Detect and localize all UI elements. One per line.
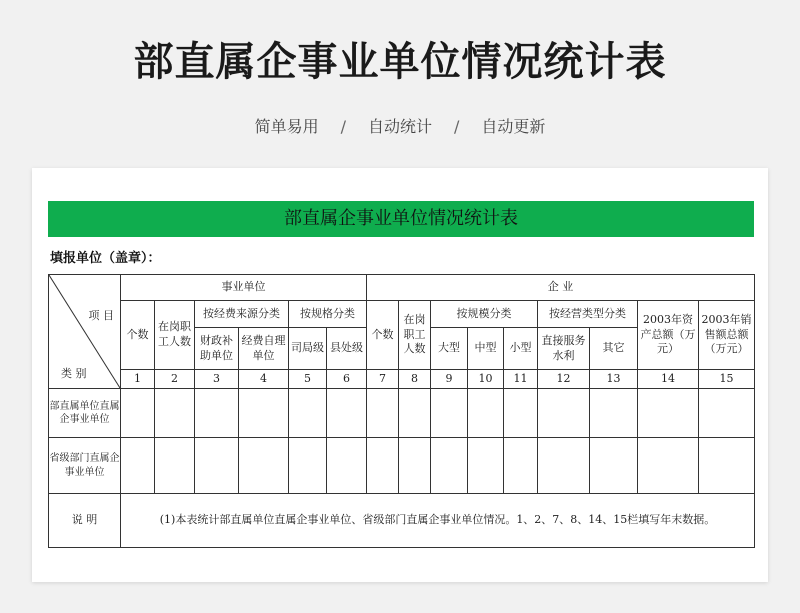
col-number-cell: 4 — [239, 370, 289, 389]
col-number-cell: 7 — [367, 370, 399, 389]
table-row — [49, 389, 755, 438]
table-cell[interactable] — [239, 438, 289, 494]
spreadsheet-preview — [32, 168, 768, 582]
tag-separator: / — [340, 117, 346, 136]
note-label: 说 明 — [49, 494, 121, 548]
col-number-cell: 14 — [638, 370, 699, 389]
group-enterprise: 企 业 — [367, 275, 755, 301]
col-fund-fiscal: 财政补助单位 — [195, 328, 239, 370]
table-cell[interactable] — [399, 438, 431, 494]
col-grade-county: 县处级 — [327, 328, 367, 370]
table-cell[interactable] — [195, 438, 239, 494]
table-cell[interactable] — [699, 438, 755, 494]
col-staff-shiye: 在岗职工人数 — [155, 301, 195, 370]
col-scale-medium: 中型 — [468, 328, 504, 370]
table-cell[interactable] — [504, 438, 538, 494]
table-cell[interactable] — [239, 389, 289, 438]
row-label-ministry-units: 部直属单位直属企事业单位 — [49, 389, 121, 438]
tag-auto-update: 自动更新 — [481, 117, 546, 136]
col-number-cell: 10 — [468, 370, 504, 389]
table-cell[interactable] — [468, 389, 504, 438]
corner-category-label: 类 别 — [61, 367, 87, 381]
fill-unit-label: 填报单位（盖章）： — [50, 251, 161, 266]
row-label-provincial-units: 省级部门直属企事业单位 — [49, 438, 121, 494]
table-cell[interactable] — [367, 438, 399, 494]
col-assets: 2003年资产总额（万元） — [638, 301, 699, 370]
page-title: 部直属企事业单位情况统计表 — [133, 39, 667, 85]
table-cell[interactable] — [699, 389, 755, 438]
table-cell[interactable] — [155, 438, 195, 494]
group-public-institution: 事业单位 — [121, 275, 367, 301]
col-count-shiye: 个数 — [121, 301, 155, 370]
corner-item-label: 项 目 — [88, 309, 114, 322]
col-number-cell: 2 — [155, 370, 195, 389]
col-number-cell: 9 — [431, 370, 468, 389]
feature-tags — [0, 114, 800, 137]
table-cell[interactable] — [538, 389, 590, 438]
table-cell[interactable] — [468, 438, 504, 494]
col-fund-group: 按经费来源分类 — [195, 301, 289, 328]
table-cell[interactable] — [327, 389, 367, 438]
corner-header-cell — [49, 275, 121, 389]
statistics-table — [48, 274, 755, 548]
table-row — [49, 438, 755, 494]
col-number-cell: 11 — [504, 370, 538, 389]
tag-easy: 简单易用 — [254, 117, 319, 136]
col-scale-small: 小型 — [504, 328, 538, 370]
table-cell[interactable] — [327, 438, 367, 494]
col-fund-self: 经费自理单位 — [239, 328, 289, 370]
table-cell[interactable] — [121, 389, 155, 438]
col-number-cell: 6 — [327, 370, 367, 389]
col-biz-other: 其它 — [590, 328, 638, 370]
col-scale-group: 按规模分类 — [431, 301, 538, 328]
col-number-cell: 13 — [590, 370, 638, 389]
table-cell[interactable] — [638, 389, 699, 438]
col-staff-qiye: 在岗职工人数 — [399, 301, 431, 370]
col-number-cell: 3 — [195, 370, 239, 389]
col-number-cell: 12 — [538, 370, 590, 389]
table-cell[interactable] — [195, 389, 239, 438]
tag-auto-stat: 自动统计 — [367, 117, 432, 136]
col-biz-direct: 直接服务水利 — [538, 328, 590, 370]
col-number-cell: 8 — [399, 370, 431, 389]
table-cell[interactable] — [590, 438, 638, 494]
note-row — [49, 494, 755, 548]
table-cell[interactable] — [538, 438, 590, 494]
table-cell[interactable] — [638, 438, 699, 494]
column-number-row — [49, 370, 755, 389]
table-cell[interactable] — [399, 389, 431, 438]
col-number-cell: 5 — [289, 370, 327, 389]
table-cell[interactable] — [155, 389, 195, 438]
col-count-qiye: 个数 — [367, 301, 399, 370]
col-grade-group: 按规格分类 — [289, 301, 367, 328]
col-scale-large: 大型 — [431, 328, 468, 370]
col-sales: 2003年销售额总额（万元） — [699, 301, 755, 370]
table-cell[interactable] — [121, 438, 155, 494]
col-grade-bureau: 司局级 — [289, 328, 327, 370]
table-cell[interactable] — [431, 438, 468, 494]
table-cell[interactable] — [431, 389, 468, 438]
col-number-cell: 15 — [699, 370, 755, 389]
table-cell[interactable] — [289, 438, 327, 494]
table-cell[interactable] — [367, 389, 399, 438]
tag-separator: / — [454, 117, 460, 136]
table-cell[interactable] — [289, 389, 327, 438]
note-text: (1)本表统计部直属单位直属企事业单位、省级部门直属企事业单位情况。1、2、7、8、14、15栏填写年末数据。 — [121, 494, 755, 548]
table-cell[interactable] — [504, 389, 538, 438]
col-number-cell: 1 — [121, 370, 155, 389]
table-cell[interactable] — [590, 389, 638, 438]
col-biz-group: 按经营类型分类 — [538, 301, 638, 328]
sheet-banner-title: 部直属企事业单位情况统计表 — [48, 201, 754, 237]
